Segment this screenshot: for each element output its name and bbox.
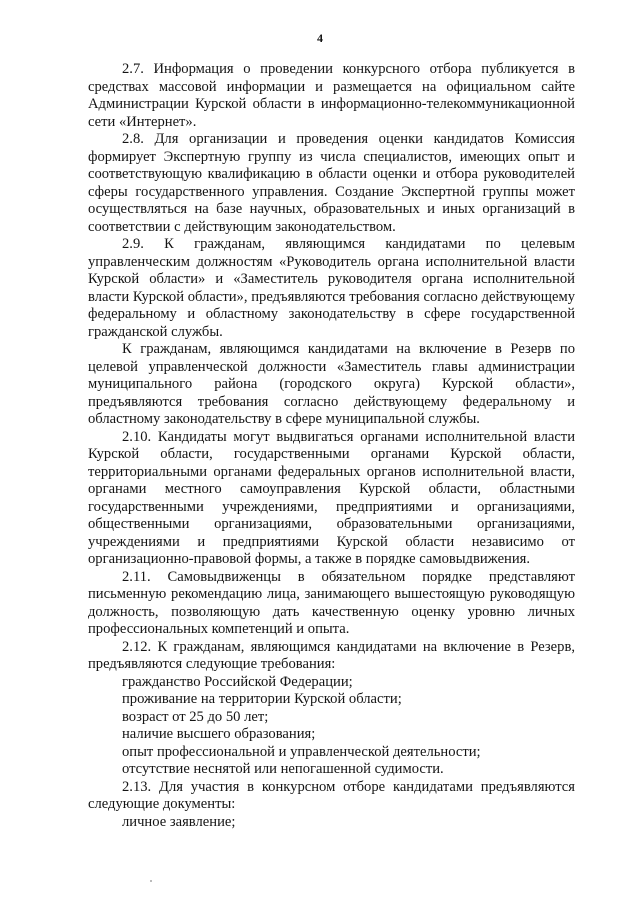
paragraph-2-10: 2.10. Кандидаты могут выдвигаться органами исполнительной власти Курской области, государственными органами Курской области, территориальными органами федеральных органов исполнительной власти, органами местного самоуправления Курской области, областными государственными учреждениями, предприятиями и организациями, общественными организациями, образовательными организациями, учреждениями и предприятиями Курской области независимо от организационно-правовой формы, а также в порядке самовыдвижения. [88,428,575,567]
page-number: 4 [317,31,323,45]
list-item: гражданство Российской Федерации; [122,673,353,690]
scan-speck [150,880,152,882]
paragraph-2-12: 2.12. К гражданам, являющимся кандидатами на включение в Резерв, предъявляются следующие требования: [88,638,575,672]
document-body [88,61,575,831]
list-item: проживание на территории Курской области; [122,691,402,707]
paragraph-2-11: 2.11. Самовыдвиженцы в обязательном порядке представляют письменную рекомендацию лица, занимающего вышестоящую руководящую должность, позволяющую дать качественную оценку уровню личных профессиональных компетенций и опыта. [88,568,575,637]
list-item: наличие высшего образования; [122,726,316,742]
documents-list [88,814,575,832]
list-item: отсутствие неснятой или непогашенной судимости. [122,761,444,777]
list-item: опыт профессиональной и управленческой деятельности; [122,743,481,760]
paragraph-2-9-municipal: К гражданам, являющимся кандидатами на включение в Резерв по целевой управленческой должности «Заместитель главы администрации муниципального района (городского округа) Курской области», предъявляются требования согласно действующему федеральному и областному законодательству в сфере муниципальной службы. [88,341,575,427]
paragraph-2-9: 2.9. К гражданам, являющимся кандидатами по целевым управленческим должностям «Руководитель органа исполнительной власти Курской области» и «Заместитель руководителя органа исполнительной власти Курской области», предъявляются требования согласно действующему федеральному и областному законодательству в сфере государственной гражданской службы. [88,236,575,340]
list-item: возраст от 25 до 50 лет; [122,708,269,725]
paragraph-2-8: 2.8. Для организации и проведения оценки кандидатов Комиссия формирует Экспертную группу из числа специалистов, имеющих опыт и соответствующую квалификацию в области оценки и отбора руководителей сферы государственного управления. Создание Экспертной группы может осуществляться на базе научных, образовательных и иных организаций в соответствии с действующим законодательством. [88,131,575,235]
paragraph-2-13: 2.13. Для участия в конкурсном отборе кандидатами предъявляются следующие документы: [88,778,575,812]
paragraph-2-7: 2.7. Информация о проведении конкурсного отбора публикуется в средствах массовой информации и размещается на официальном сайте Администрации Курской области в информационно-телекоммуникационной сети «Интернет». [88,61,575,130]
requirements-list [88,674,575,779]
list-item: личное заявление; [122,813,236,830]
